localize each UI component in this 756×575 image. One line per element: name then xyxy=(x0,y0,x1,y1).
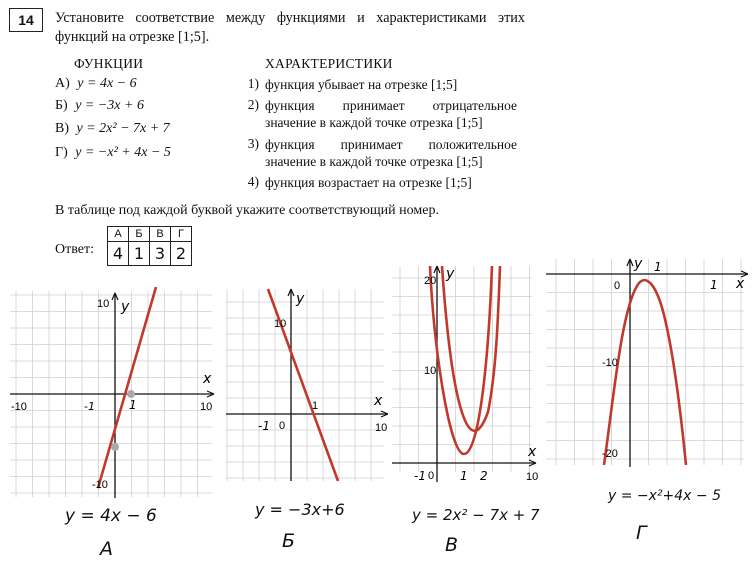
tick-label: 1 xyxy=(654,260,662,274)
answer-value-cell[interactable]: 3 xyxy=(150,242,171,266)
graph-caption: y = 2x² − 7x + 7 xyxy=(412,506,540,524)
tick-label: -1 xyxy=(258,419,270,433)
tick-label: -1 xyxy=(84,400,95,413)
tick-label: 1 xyxy=(129,398,137,412)
tick-label: 1 xyxy=(460,469,468,483)
axis-label-y: y xyxy=(446,266,455,282)
graph-a xyxy=(0,283,220,503)
tick-label: 1 xyxy=(312,400,319,412)
answer-header-cell: Б xyxy=(129,227,150,242)
functions-header: ФУНКЦИИ xyxy=(74,56,144,71)
tick-label: -10 xyxy=(11,401,27,413)
tick-label: 1 xyxy=(710,278,718,292)
graph-b xyxy=(224,285,394,485)
function-b xyxy=(55,98,144,114)
graph-letter: Б xyxy=(282,530,296,552)
task-number: 14 xyxy=(9,8,43,32)
tick-label: 10 xyxy=(200,401,213,413)
function-formula: y = 4x − 6 xyxy=(77,76,137,91)
graph-letter: А xyxy=(100,538,113,560)
function-v xyxy=(55,121,170,137)
graph-point xyxy=(127,390,135,398)
graph-caption: y = 4x − 6 xyxy=(65,506,157,526)
characteristic-num: 3) xyxy=(247,136,259,151)
axis-label-y: y xyxy=(634,256,643,272)
function-a xyxy=(55,76,137,92)
tick-label: -20 xyxy=(602,448,618,460)
answer-label: Ответ: xyxy=(55,242,94,257)
characteristic-num: 2) xyxy=(247,97,259,112)
axis-label-x: x xyxy=(528,444,537,460)
tick-label: 0 xyxy=(614,280,621,292)
tick-label: -10 xyxy=(92,479,108,491)
characteristic-text: функция принимает положительное значение в каждой точке отрезка [1;5] xyxy=(265,137,517,169)
axis-label-y: y xyxy=(296,291,305,307)
graph-caption: y = −x²+4x − 5 xyxy=(608,488,722,504)
function-letter: А) xyxy=(55,76,70,91)
task-text: Установите соответствие между функциями и характеристиками этих функций на отрезке [1;5]. xyxy=(55,10,525,45)
answer-value-cell[interactable]: 1 xyxy=(129,242,150,266)
axis-label-x: x xyxy=(203,371,212,387)
graph-curve xyxy=(604,280,686,465)
table-note: В таблице под каждой буквой укажите соответствующий номер. xyxy=(55,203,439,218)
tick-label: 2 xyxy=(480,469,488,483)
characteristic-text: функция убывает на отрезке [1;5] xyxy=(265,77,458,92)
tick-label: 10 xyxy=(274,318,287,330)
characteristic-num: 1) xyxy=(247,76,259,91)
answer-value-cell[interactable]: 2 xyxy=(171,242,192,266)
axis-label-x: x xyxy=(736,276,745,292)
graph-v xyxy=(390,262,540,484)
function-letter: Б) xyxy=(55,98,68,113)
answer-value-cell[interactable]: 4 xyxy=(108,242,129,266)
tick-label: 10 xyxy=(526,471,539,483)
graph-point xyxy=(111,443,119,451)
characteristics-header: ХАРАКТЕРИСТИКИ xyxy=(265,56,393,71)
answer-header-cell: Г xyxy=(171,227,192,242)
graph-grid xyxy=(392,266,532,472)
answer-header-cell: В xyxy=(150,227,171,242)
function-formula: y = −x² + 4x − 5 xyxy=(75,145,171,160)
tick-label: 10 xyxy=(424,365,437,377)
graph-letter: В xyxy=(445,534,459,556)
tick-label: 10 xyxy=(375,422,388,434)
tick-label: -1 xyxy=(414,469,426,483)
function-letter: Г) xyxy=(55,145,68,160)
function-formula: y = −3x + 6 xyxy=(75,98,144,113)
graph-g xyxy=(544,255,752,470)
graph-letter: Г xyxy=(636,522,647,544)
function-formula: y = 2x² − 7x + 7 xyxy=(76,121,170,136)
characteristic-text: функция возрастает на отрезке [1;5] xyxy=(265,175,472,190)
tick-label: 20 xyxy=(424,275,437,287)
graph-grid xyxy=(226,289,384,481)
characteristic-text: функция принимает отрицательное значение в каждой точке отрезка [1;5] xyxy=(265,98,517,130)
graph-caption: y = −3x+6 xyxy=(255,500,345,519)
tick-label: 0 xyxy=(428,470,435,482)
answer-table xyxy=(107,226,192,266)
graph-curve xyxy=(98,287,156,488)
function-g xyxy=(55,145,171,161)
axis-label-x: x xyxy=(374,393,383,409)
tick-label: 0 xyxy=(279,420,286,432)
characteristic-num: 4) xyxy=(247,174,259,189)
tick-label: -10 xyxy=(602,357,618,369)
function-letter: В) xyxy=(55,121,69,136)
axis-label-y: y xyxy=(121,299,130,315)
tick-label: 10 xyxy=(97,298,110,310)
answer-header-cell: А xyxy=(108,227,129,242)
